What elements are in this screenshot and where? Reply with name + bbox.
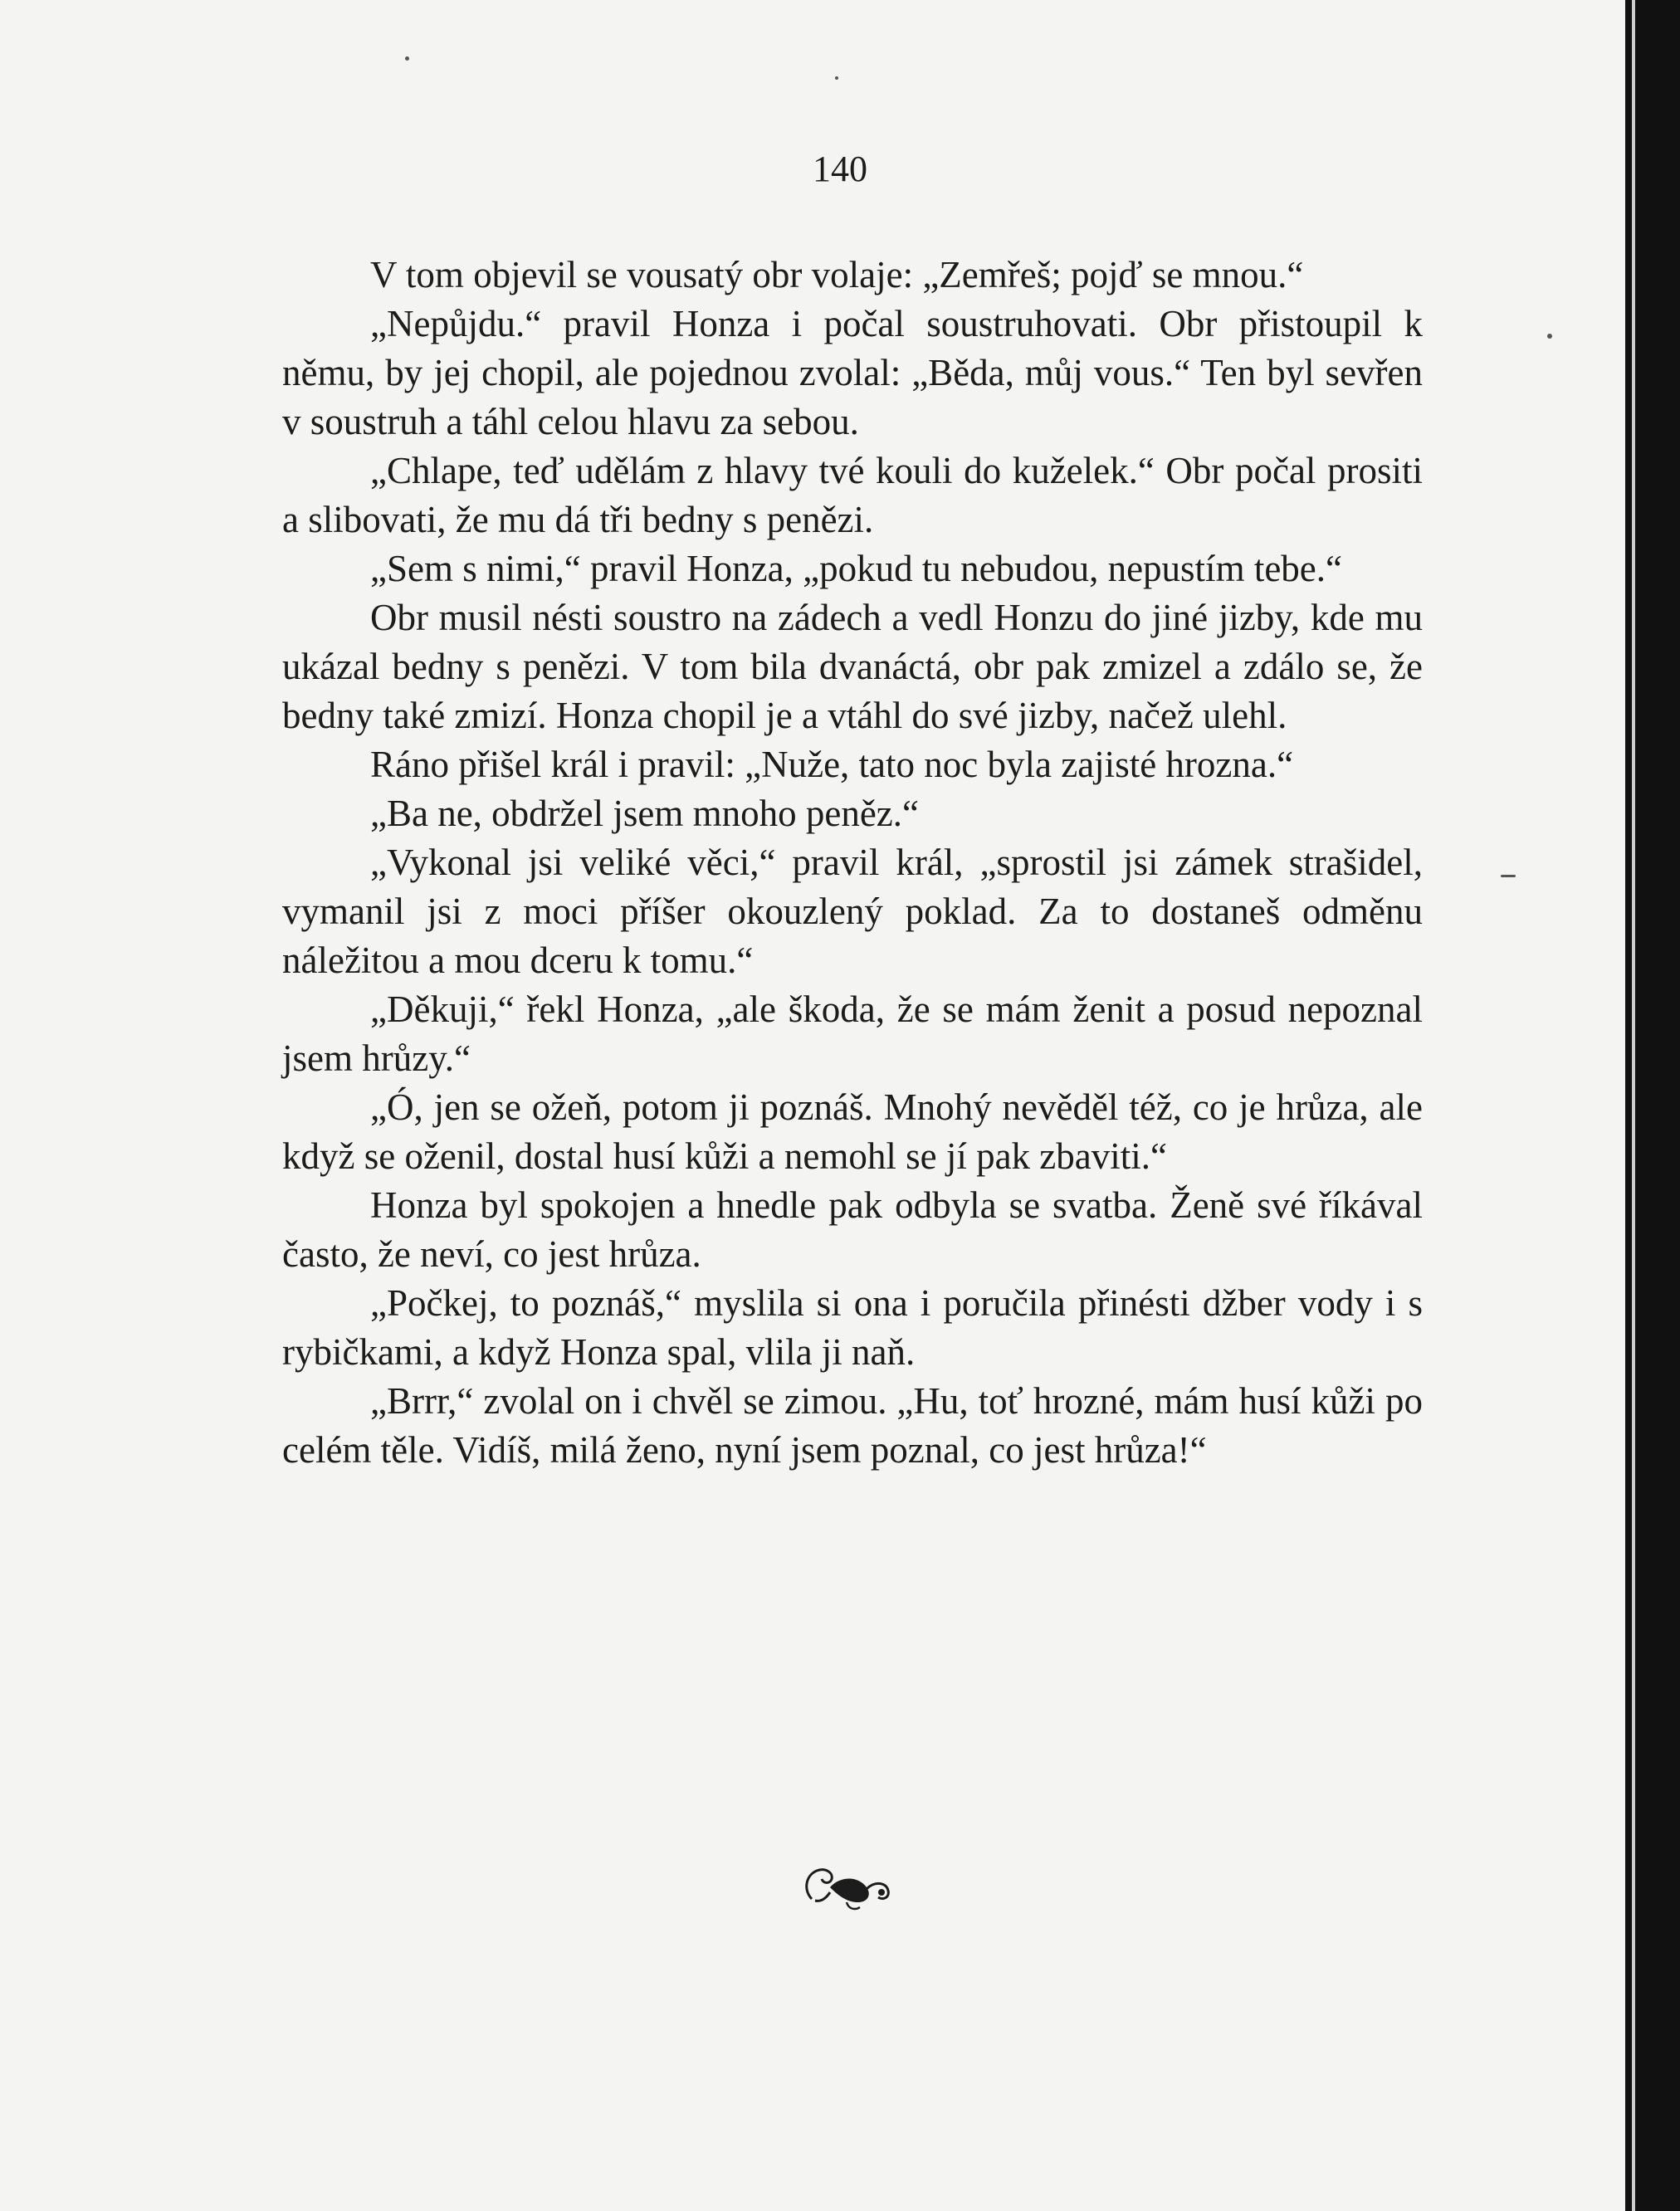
- paragraph: „Nepůjdu.“ pravil Honza i počal soustruhovati. Obr přistoupil k němu, by jej chopil, ale pojednou zvolal: „Běda, můj vous.“ Ten byl sevřen v soustruh a táhl celou hlavu za sebou.: [282, 303, 1423, 442]
- paragraph: „Brrr,“ zvolal on i chvěl se zimou. „Hu, toť hrozné, mám husí kůži po celém těle. Vidíš, milá ženo, nyní jsem poznal, co jest hrůza!“: [282, 1380, 1423, 1471]
- scan-speck: [835, 76, 838, 80]
- paragraph: Obr musil nésti soustro na zádech a vedl Honzu do jiné jizby, kde mu ukázal bedny s penězi. V tom bila dvanáctá, obr pak zmizel a zdálo se, že bedny také zmizí. Honza chopil je a vtáhl do své jizby, načež ulehl.: [282, 597, 1423, 736]
- page-number: 140: [813, 149, 867, 189]
- paragraph: Ráno přišel král i pravil: „Nuže, tato noc byla zajisté hrozna.“: [370, 744, 1294, 785]
- paragraph: „Chlape, teď udělám z hlavy tvé kouli do kuželek.“ Obr počal prositi a slibovati, že mu dá tři bedny s penězi.: [282, 450, 1423, 540]
- paragraph: „Ó, jen se ožeň, potom ji poznáš. Mnohý nevěděl též, co je hrůza, ale když se oženil, dostal husí kůži a nemohl se jí pak zbaviti.“: [282, 1086, 1423, 1177]
- body-text: [282, 251, 1423, 1475]
- fleuron-ornament: [797, 1851, 896, 1917]
- scan-speck: [1547, 334, 1552, 339]
- scan-speck: [405, 56, 409, 61]
- paragraph: „Děkuji,“ řekl Honza, „ale škoda, že se mám ženit a posud nepoznal jsem hrůzy.“: [282, 988, 1423, 1079]
- paragraph: Honza byl spokojen a hnedle pak odbyla se svatba. Ženě své říkával často, že neví, co jest hrůza.: [282, 1184, 1423, 1275]
- paragraph: „Sem s nimi,“ pravil Honza, „pokud tu nebudou, nepustím tebe.“: [370, 548, 1342, 589]
- paragraph: V tom objevil se vousatý obr volaje: „Zemřeš; pojď se mnou.“: [370, 254, 1304, 295]
- paragraph: „Ba ne, obdržel jsem mnoho peněz.“: [370, 793, 920, 834]
- scan-speck: [1501, 875, 1516, 877]
- paragraph: „Vykonal jsi veliké věci,“ pravil král, „sprostil jsi zámek strašidel, vymanil jsi z moci příšer okouzlený poklad. Za to dostaneš odměnu náležitou a mou dceru k tomu.“: [282, 842, 1423, 981]
- page-edge-line: [1632, 0, 1635, 2211]
- paragraph: „Počkej, to poznáš,“ myslila si ona i poručila přinésti džber vody i s rybičkami, a když Honza spal, vlila ji naň.: [282, 1282, 1423, 1373]
